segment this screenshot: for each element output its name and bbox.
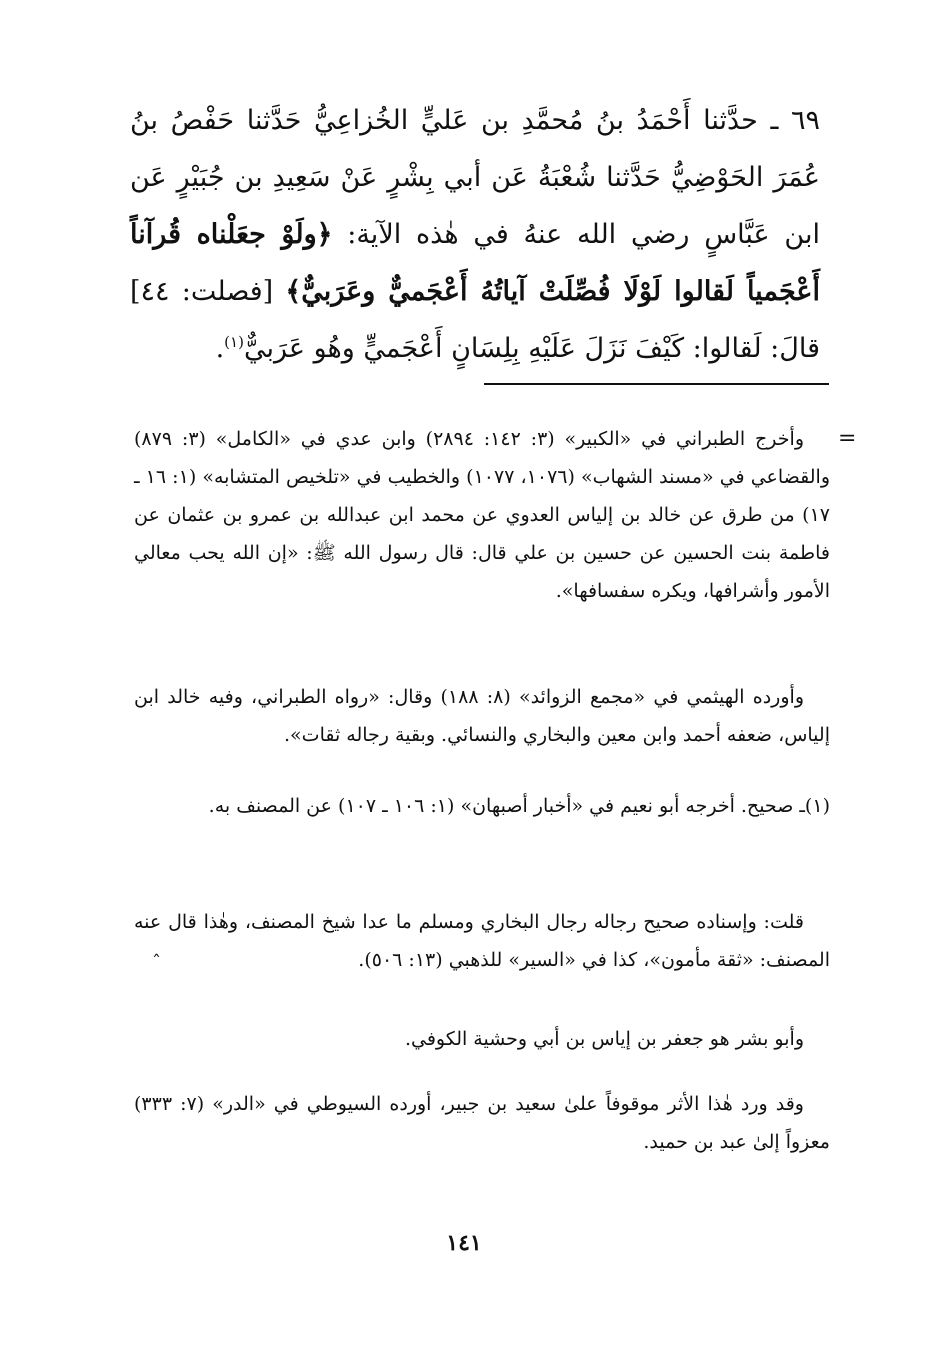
stray-mark: ˆ — [152, 952, 161, 973]
footnote-paragraph-haythami: وأورده الهيثمي في «مجمع الزوائد» (٨: ١٨٨) وقال: «رواه الطبراني، وفيه خالد ابن إلياس، ضعفه أحمد وابن معين والبخاري والنسائي. وبقية رجاله ثقات». — [134, 686, 830, 746]
footnote-paragraph-abu-bishr: وأبو بشر هو جعفر بن إياس بن أبي وحشية الكوفي. — [404, 1028, 804, 1050]
footnote-paragraph-mawquf: وقد ورد هٰذا الأثر موقوفاً علىٰ سعيد بن جبير، أورده السيوطي في «الدر» (٧: ٣٣٣) معزواً إلىٰ عبد بن حميد. — [134, 1093, 830, 1153]
footnote-paragraph-isnad: قلت: وإسناده صحيح رجاله رجال البخاري ومسلم ما عدا شيخ المصنف، وهٰذا قال عنه المصنف: «ثقة مأمون»، كذا في «السير» للذهبي (١٣: ٥٠٦). — [134, 911, 830, 971]
footnote-reference: (١) — [224, 333, 244, 351]
footnote-1: (١)ـ صحيح. أخرجه أبو نعيم في «أخبار أصبهان» (١: ١٠٦ ـ ١٠٧) عن المصنف به. — [208, 795, 830, 817]
continuation-mark: = — [838, 426, 857, 451]
footnote-paragraph-takhrij: وأخرج الطبراني في «الكبير» (٣: ١٤٢: ٢٨٩٤) وابن عدي في «الكامل» (٣: ٨٧٩) والقضاعي في «مسند الشهاب» (١٠٧٦، ١٠٧٧) والخطيب في «تلخيص المتشابه» (١: ١٦ ـ ١٧) من طرق عن خالد بن إلياس العدوي عن محمد ابن عبدالله بن عمرو بن عثمان عن فاطمة بنت الحسين عن حسين بن علي قال: قال رسول الله ﷺ: «إن الله يحب معالي الأمور وأشرافها، ويكره سفسافها». — [134, 428, 831, 602]
hadith-text — [130, 92, 820, 377]
quran-verse: ﴿ولَوْ جعَلْناه قُرآناً أَعْجَمياً لَقالوا لَوْلَا فُصِّلَتْ آياتُهُ أَعْجَميٌّ وعَرَبيٌّ﴾ — [130, 219, 820, 307]
hadith-isnad: ٦٩ ـ حدَّثنا أَحْمَدُ بنُ مُحمَّدِ بن عَليٍّ الخُزاعِيُّ حَدَّثنا حَفْصُ بنُ عُمَرَ الحَوْضِيُّ حَدَّثنا شُعْبَةُ عَن أبي بِشْرٍ عَنْ سَعِيدِ بن جُبَيْرٍ عَن ابن عَبَّاسٍ رضي الله عنهُ في هٰذه الآية: — [130, 105, 820, 250]
page-number: ١٤١ — [446, 1230, 482, 1256]
hadith-end: . — [215, 333, 225, 364]
footnote-separator — [484, 383, 829, 385]
hadith-matn: [فصلت: ٤٤] قالَ: لَقالوا: كَيْفَ نَزَلَ عَلَيْهِ بِلِسَانٍ أَعْجَميٍّ وهُو عَرَبيٌّ — [130, 276, 820, 364]
